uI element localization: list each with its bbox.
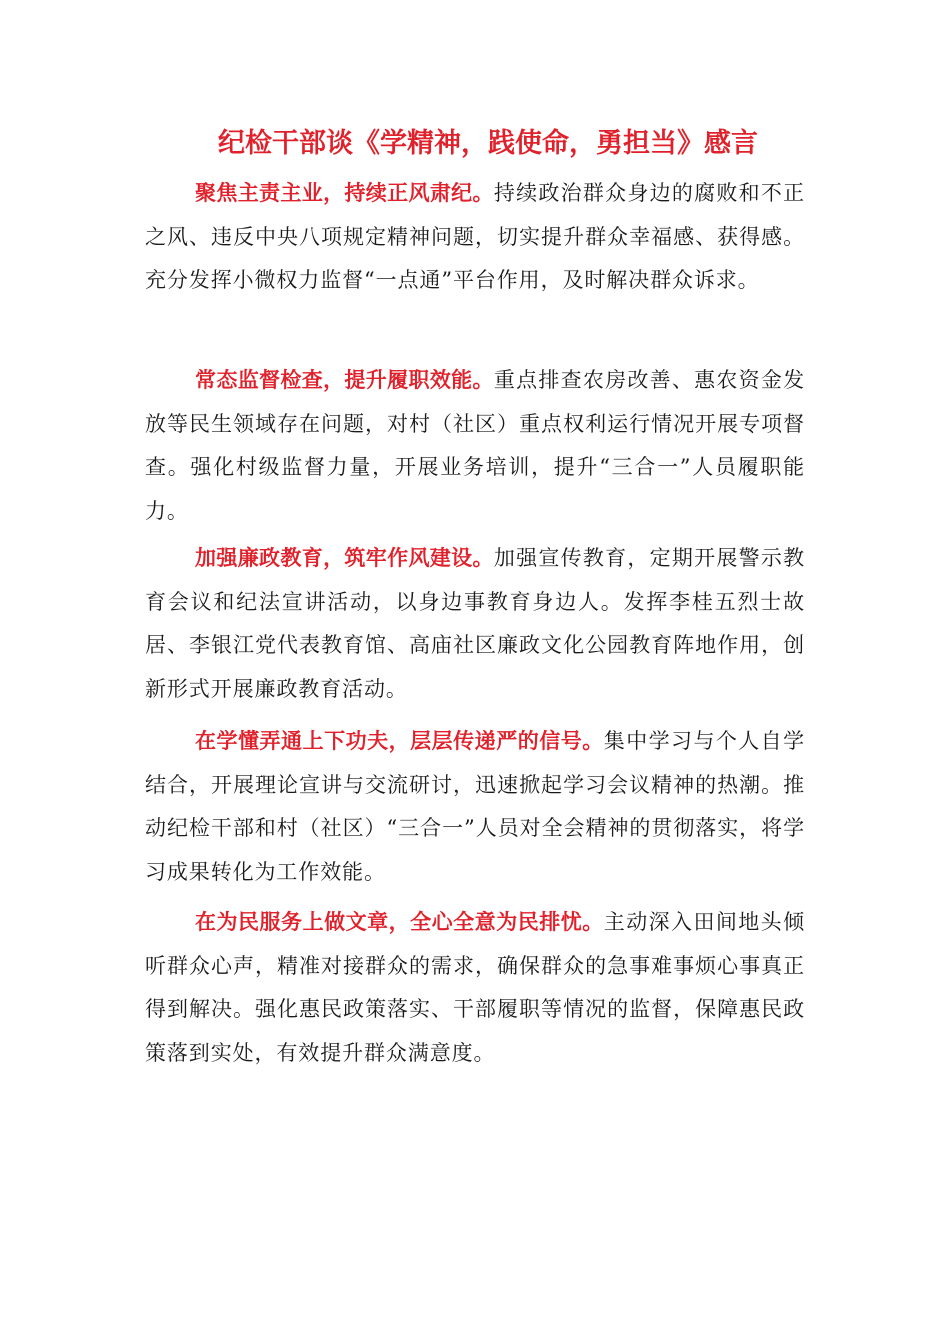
paragraph-2-body: 重点排查农房改善、惠农资金发放等民生领域存在问题，对村（社区）重点权利运行情况开展专项督查。强化村级监督力量，开展业务培训，提升“三合一”人员履职能力。 — [145, 368, 805, 523]
paragraph-5-body: 主动深入田间地头倾听群众心声，精准对接群众的需求，确保群众的急事难事烦心事真正得到解决。强化惠民政策落实、干部履职等情况的监督，保障惠民政策落到实处，有效提升群众满意度。 — [145, 910, 805, 1065]
paragraph-4-lead: 在学懂弄通上下功夫，层层传递严的信号。 — [195, 729, 604, 753]
paragraph-1-body: 持续政治群众身边的腐败和不正之风、违反中央八项规定精神问题，切实提升群众幸福感、获得感。充分发挥小微权力监督“一点通”平台作用，及时解决群众诉求。 — [145, 181, 805, 292]
paragraph-5 — [145, 901, 805, 1075]
paragraph-4-body: 集中学习与个人自学结合，开展理论宣讲与交流研讨，迅速掀起学习会议精神的热潮。推动纪检干部和村（社区）“三合一”人员对全会精神的贯彻落实，将学习成果转化为工作效能。 — [145, 729, 805, 884]
paragraph-2-lead: 常态监督检查，提升履职效能。 — [195, 368, 494, 392]
paragraph-2 — [145, 359, 805, 533]
paragraph-1 — [145, 172, 805, 303]
paragraph-3-body: 加强宣传教育，定期开展警示教育会议和纪法宣讲活动，以身边事教育身边人。发挥李桂五烈士故居、李银江党代表教育馆、高庙社区廉政文化公园教育阵地作用，创新形式开展廉政教育活动。 — [145, 546, 805, 701]
paragraph-3 — [145, 537, 805, 711]
paragraph-4 — [145, 720, 805, 894]
paragraph-3-lead: 加强廉政教育，筑牢作风建设。 — [195, 546, 494, 570]
paragraph-1-lead: 聚焦主责主业，持续正风肃纪。 — [195, 181, 494, 205]
document-title: 纪检干部谈《学精神，践使命，勇担当》感言 — [218, 128, 758, 159]
paragraph-5-lead: 在为民服务上做文章，全心全意为民排忧。 — [195, 910, 604, 934]
